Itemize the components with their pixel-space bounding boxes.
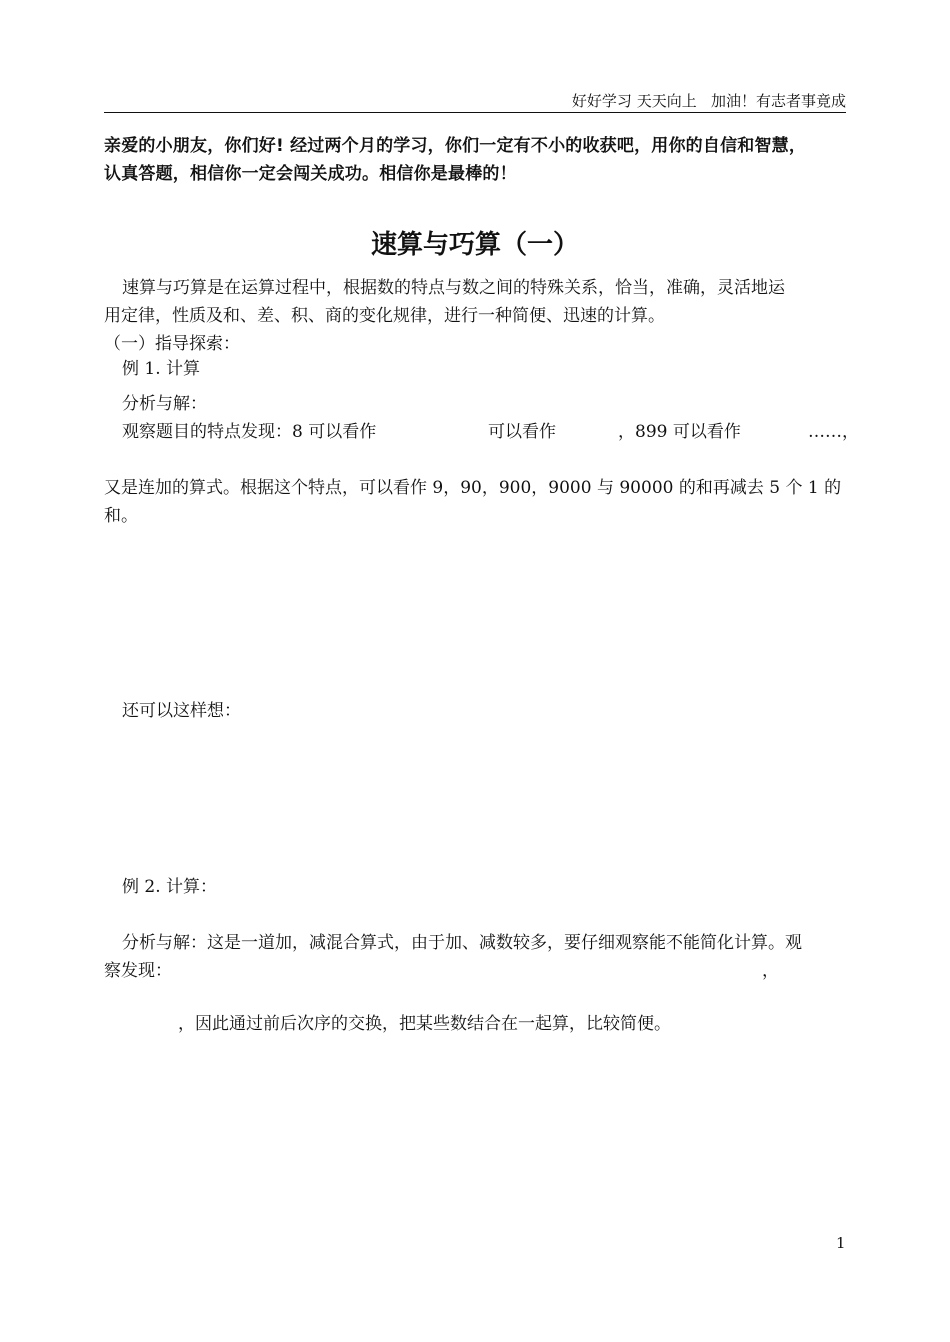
analysis-2-line-3: ，因此通过前后次序的交换，把某些数结合在一起算，比较简便。: [178, 1014, 671, 1034]
definition-line-2: 用定律，性质及和、差、积、商的变化规律，进行一种简便、迅速的计算。: [104, 306, 665, 326]
analysis-2-comma: ，: [762, 961, 779, 981]
definition-line-1: 速算与巧算是在运算过程中，根据数的特点与数之间的特殊关系，恰当，准确，灵活地运: [122, 278, 785, 298]
analysis-label: 分析与解：: [122, 394, 207, 414]
analysis-2-line-2: 察发现：: [104, 961, 172, 981]
page-header: 好好学习 天天向上 加油！有志者事竟成: [104, 90, 846, 113]
observation-line-2: 又是连加的算式。根据这个特点，可以看作 9，90，900，9000 与 90000 的和再减去 5 个 1 的: [104, 478, 842, 498]
observation-line-3: 和。: [104, 506, 138, 526]
section-heading: （一）指导探索：: [104, 334, 240, 354]
observation-part-3: ，899 可以看作: [618, 422, 741, 442]
observation-part-2: 可以看作: [488, 422, 556, 442]
observation-part-1: 观察题目的特点发现：8 可以看作: [122, 422, 377, 442]
observation-part-4: ……，: [808, 422, 859, 442]
example-2-label: 例 2. 计算：: [122, 877, 218, 897]
page-title: 速算与巧算（一）: [370, 230, 579, 260]
intro-paragraph: [104, 132, 854, 188]
example-1-label: 例 1. 计算: [122, 359, 201, 379]
analysis-2-line-1: 分析与解：这是一道加，减混合算式，由于加、减数较多，要仔细观察能不能简化计算。观: [122, 933, 802, 953]
page-number: 1: [836, 1234, 846, 1252]
intro-line-1: 亲爱的小朋友，你们好! 经过两个月的学习，你们一定有不小的收获吧，用你的自信和智慧，: [104, 136, 807, 156]
alternative-thought: 还可以这样想：: [122, 701, 241, 721]
intro-line-2: 认真答题，相信你一定会闯关成功。相信你是最棒的！: [104, 164, 517, 184]
